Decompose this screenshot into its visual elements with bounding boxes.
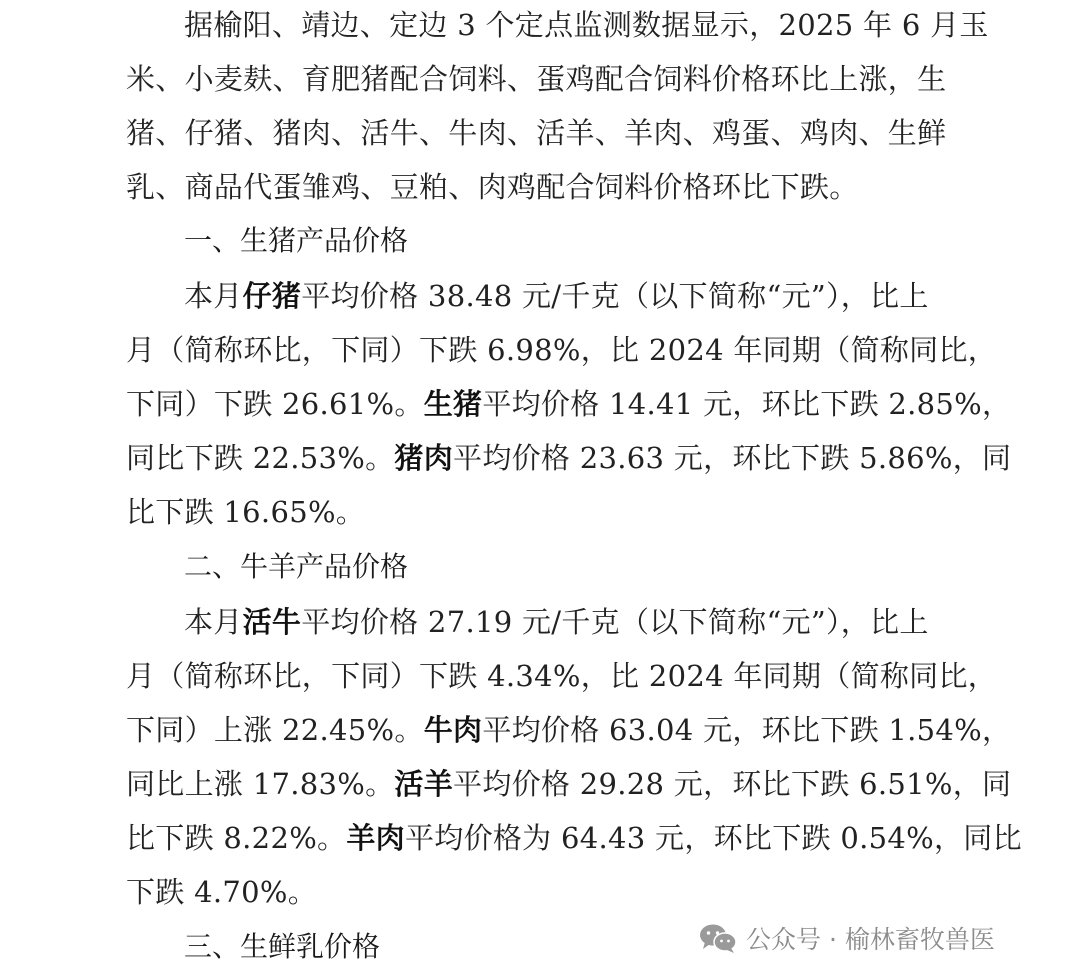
text-run: 本月	[184, 279, 243, 313]
intro-line-1: 据榆阳、靖边、定边 3 个定点监测数据显示，2025 年 6 月玉	[184, 8, 989, 42]
text-run: 平均价格 38.48 元/千克（以下简称“元”），比上	[301, 279, 929, 313]
section1-line-4	[126, 438, 1012, 478]
bold-term-beef: 牛肉	[423, 713, 483, 747]
bold-term-live-sheep: 活羊	[394, 767, 454, 801]
bold-term-live-pig: 生猪	[423, 387, 483, 421]
section-heading-pig: 一、生猪产品价格	[184, 224, 409, 257]
bold-term-mutton: 羊肉	[346, 821, 405, 855]
text-run: 同比下跌 22.53%。	[126, 441, 395, 475]
bold-term-pork: 猪肉	[394, 441, 454, 475]
bold-term-piglet: 仔猪	[242, 279, 302, 313]
intro-line-4: 乳、商品代蛋雏鸡、豆粕、肉鸡配合饲料价格环比下跌。	[126, 170, 859, 204]
text-run: 平均价格 14.41 元，环比下跌 2.85%，	[482, 387, 1012, 421]
section1-line-1	[184, 276, 1004, 316]
text-run: 比下跌 8.22%。	[126, 821, 347, 855]
watermark-text: 公众号 · 榆林畜牧兽医	[746, 925, 995, 954]
section2-line-5	[126, 818, 1022, 858]
text-run: 下同）下跌 26.61%。	[126, 387, 424, 421]
section2-line-2: 月（简称环比，下同）下跌 4.34%，比 2024 年同期（简称同比，	[126, 659, 998, 693]
text-run: 平均价格 27.19 元/千克（以下简称“元”），比上	[301, 605, 929, 639]
section-heading-cattle-sheep: 二、牛羊产品价格	[184, 550, 409, 583]
section2-line-3	[126, 710, 1012, 750]
section2-line-1	[184, 602, 1004, 642]
text-run: 本月	[184, 605, 243, 639]
intro-line-3: 猪、仔猪、猪肉、活牛、牛肉、活羊、羊肉、鸡蛋、鸡肉、生鲜	[126, 116, 947, 150]
section2-line-4	[126, 764, 1012, 804]
section-heading-raw-milk: 三、生鲜乳价格	[184, 930, 381, 963]
text-run: 下同）上涨 22.45%。	[126, 713, 424, 747]
text-run: 平均价格 23.63 元，环比下跌 5.86%，同	[453, 441, 1012, 475]
wechat-icon	[698, 922, 738, 954]
section1-line-2: 月（简称环比，下同）下跌 6.98%，比 2024 年同期（简称同比，	[126, 333, 998, 367]
text-run: 平均价格 63.04 元，环比下跌 1.54%，	[482, 713, 1012, 747]
text-run: 平均价格为 64.43 元，环比下跌 0.54%，同比	[404, 821, 1022, 855]
bold-term-live-cattle: 活牛	[242, 605, 302, 639]
section1-line-5: 比下跌 16.65%。	[126, 495, 366, 529]
section2-line-6: 下跌 4.70%。	[126, 875, 318, 909]
intro-line-2: 米、小麦麸、育肥猪配合饲料、蛋鸡配合饲料价格环比上涨，生	[126, 62, 947, 96]
wechat-watermark	[698, 918, 995, 958]
text-run: 平均价格 29.28 元，环比下跌 6.51%，同	[453, 767, 1012, 801]
section1-line-3	[126, 384, 1012, 424]
text-run: 同比上涨 17.83%。	[126, 767, 395, 801]
